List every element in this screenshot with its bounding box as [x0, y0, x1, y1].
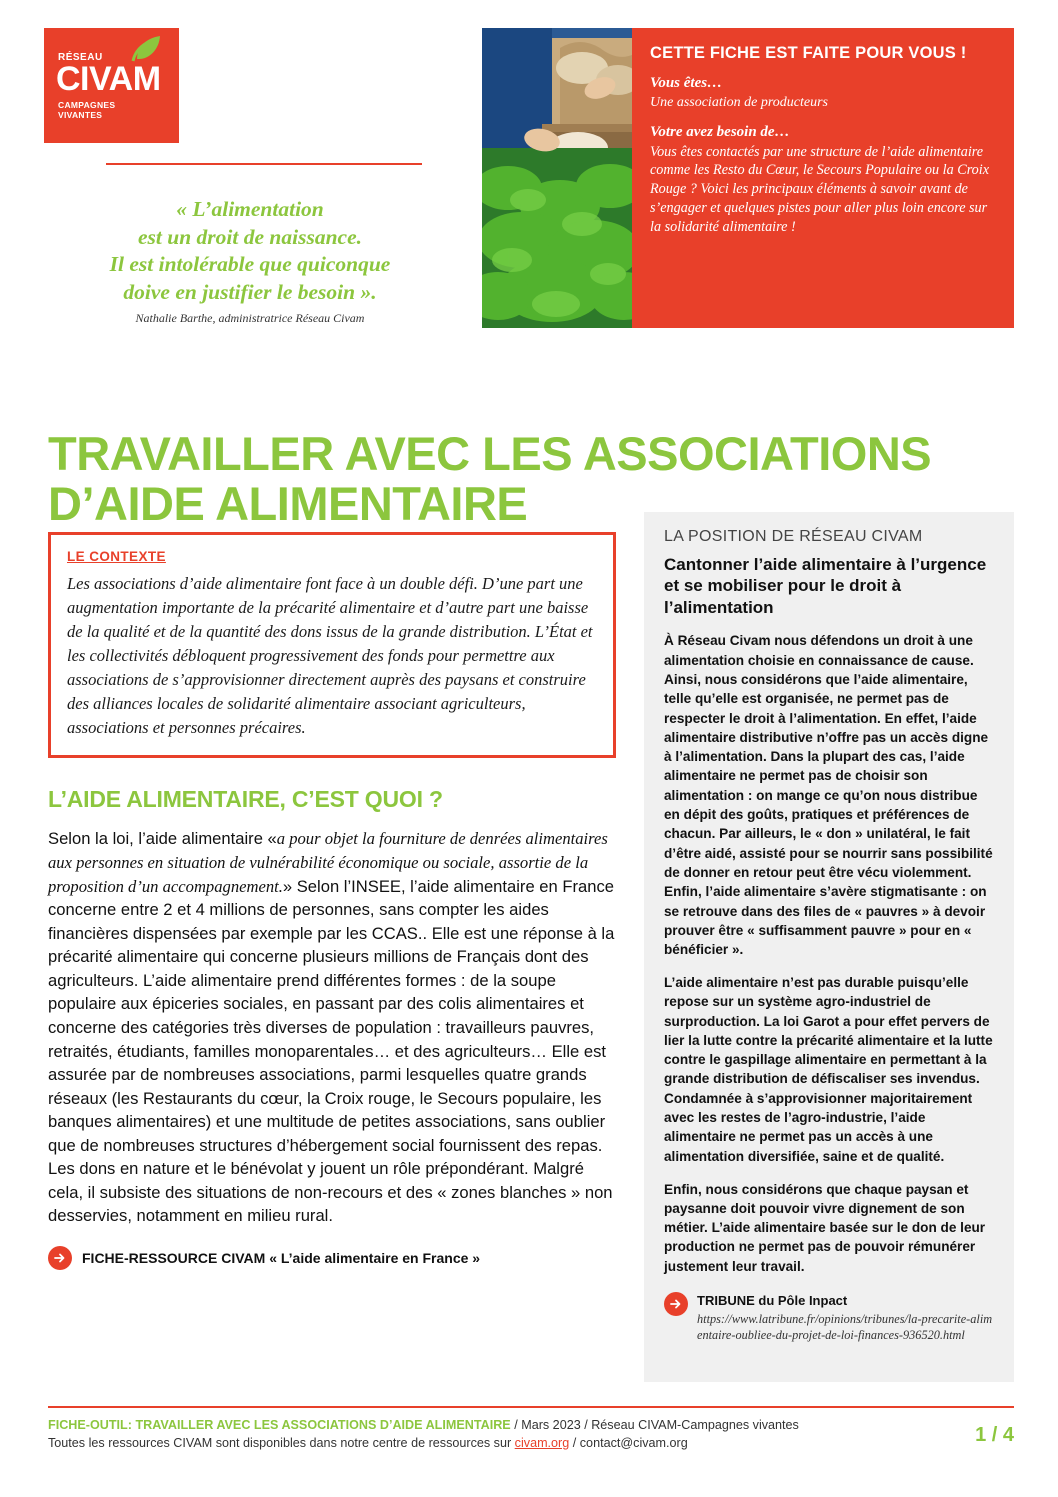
fiche-ressource-label: FICHE-RESSOURCE CIVAM « L’aide alimentaire en France » [82, 1250, 481, 1267]
page-title: TRAVAILLER AVEC LES ASSOCIATIONS D’AIDE ALIMENTAIRE [48, 427, 932, 530]
civam-logo [44, 28, 179, 143]
pull-quote-author: Nathalie Barthe, administratrice Réseau Civam [135, 311, 365, 325]
audience-label-2: Votre avez besoin de… [650, 123, 790, 140]
tribune-url: https://www.latribune.fr/opinions/tribunes/la-precarite-alimentaire-oubliee-du-projet-de-loi-finances-936520.html [697, 1312, 993, 1343]
header-divider [106, 163, 422, 165]
position-paragraph-1: À Réseau Civam nous défendons un droit à une alimentation choisie en connaissance de cause. Ainsi, nous considérons que l’aide alimentaire, telle qu’elle est organisée, ne permet pas de respecter le droit à l’alimentation. En effet, l’aide alimentaire distributive n’offre pas un accès digne à l’alimentation. Dans la plupart des cas, l’aide alimentaire ne permet pas de choisir son alimentation : on mange ce qu’on nous distribue en dépit des goûts, pratiques et préférences de chacun. Par ailleurs, le « don » unilatéral, le fait d’être aidé, assisté pour se nourrir sans possibilité de donner en retour peut être vécu violemment. Enfin, l’aide alimentaire s’avère stigmatisante : on se retrouve dans des files de « pauvres » à devoir prouver être « suffisamment pauvre » pour en « bénéficier ». [664, 633, 993, 958]
position-kicker: LA POSITION DE RÉSEAU CIVAM [664, 528, 923, 545]
logo-civam-text: CIVAM [56, 60, 161, 98]
footer-doc-meta: / Mars 2023 / Réseau CIVAM-Campagnes vivantes [510, 1418, 799, 1432]
page-number: 1 / 4 [975, 1424, 1014, 1446]
context-box [48, 532, 616, 758]
position-paragraph-3: Enfin, nous considérons que chaque paysan et paysanne doit pouvoir vivre dignement de son métier. L’aide alimentaire basée sur le don de leur production ne permet pas de pouvoir rémunérer justement leur travail. [664, 1181, 986, 1274]
footer-line-2 [48, 1436, 1014, 1450]
audience-value-1: Une association de producteurs [650, 95, 828, 110]
audience-box [632, 28, 1014, 328]
section-paragraph [48, 827, 616, 1228]
footer-line-1 [48, 1418, 1014, 1432]
footer-resources-text: Toutes les ressources CIVAM sont disponibles dans notre centre de ressources sur [48, 1436, 515, 1450]
footer-doc-title: FICHE-OUTIL: TRAVAILLER AVEC LES ASSOCIATIONS D’AIDE ALIMENTAIRE [48, 1418, 511, 1432]
logo-reseau-text: RÉSEAU [58, 52, 103, 63]
tribune-title: TRIBUNE du Pôle Inpact [697, 1293, 848, 1309]
footer-contact-text: / contact@civam.org [569, 1436, 688, 1450]
section-paragraph-part-1: Selon la loi, l’aide alimentaire « [48, 829, 277, 849]
pull-quote: « L’alimentation est un droit de naissance. Il est intolérable que quiconque doive en justifier le besoin ». [109, 197, 391, 304]
context-title: LE CONTEXTE [67, 549, 166, 564]
position-title: Cantonner l’aide alimentaire à l’urgence et se mobiliser pour le droit à l’alimentation [664, 555, 987, 617]
audience-heading: CETTE FICHE EST FAITE POUR VOUS ! [650, 44, 967, 62]
position-panel [644, 512, 1014, 1382]
footer-site-link[interactable]: civam.org [514, 1436, 570, 1450]
main-content-column [48, 532, 616, 1270]
fiche-ressource-link[interactable] [48, 1246, 616, 1270]
header [0, 0, 1058, 340]
arrow-right-icon [48, 1246, 72, 1270]
arrow-right-icon [664, 1292, 688, 1316]
footer-divider [48, 1406, 1014, 1408]
position-paragraph-2: L’aide alimentaire n’est pas durable puisqu’elle repose sur un système agro-industriel de surproduction. La loi Garot a pour effet pervers de lier la lutte contre la précarité alimentaire et la lutte contre le gaspillage alimentaire en permettant à la grande distribution de défiscaliser ses invendus. Condamnée à s’approvisionner majoritairement avec les restes de l’agro-industrie, l’aide alimentaire ne permet pas un accès à une alimentation diversifiée, saine et de qualité. [664, 974, 993, 1164]
section-heading: L’AIDE ALIMENTAIRE, C’EST QUOI ? [48, 786, 443, 813]
header-photo [482, 28, 642, 328]
footer [48, 1418, 1014, 1450]
section-paragraph-part-2: » Selon l’INSEE, l’aide alimentaire en France concerne entre 2 et 4 millions de personnes, sans compter les aides financières dispensées par exemple par les CCAS.. Elle est une réponse à la précarité alimentaire qui concerne plusieurs millions de Français dont des agriculteurs. L’aide alimentaire prend différentes formes : de la soupe populaire aux épiceries sociales, en passant par des colis alimentaires et concerne des catégories très diverses de population : travailleurs pauvres, retraités, étudiants, familles monoparentales… et des agriculteurs… Elle est assurée par de nombreuses associations, parmi lesquelles quatre grands réseaux (les Restaurants du cœur, la Croix rouge, le Secours populaire, les banques alimentaires) et une multitude de petites associations, sans oublier que de nombreuses structures d’hébergement social fournissent des repas. Les dons en nature et le bénévolat y jouent un rôle prépondérant. Malgré cela, il subsiste des situations de non-recours et des « zones blanches » non desservies, notamment en milieu rural. [48, 876, 615, 1226]
section-paragraph-quote: a pour objet la fourniture de denrées alimentaires aux personnes en situation de vulnérabilité économique ou sociale, assortie de la proposition d’un accompagnement. [48, 829, 608, 896]
tribune-link[interactable] [664, 1292, 994, 1344]
audience-value-2: Vous êtes contactés par une structure de l’aide alimentaire comme les Resto du Cœur, le Secours Populaire ou la Croix Rouge ? Voici les principaux éléments à savoir avant de s’engager et quelques pistes pour aller plus loin encore sur la solidarité alimentaire ! [650, 143, 990, 235]
leaf-icon [129, 32, 163, 62]
audience-label-1: Vous êtes… [650, 75, 723, 91]
context-body: Les associations d’aide alimentaire font face à un double défi. D’une part une augmentation importante de la précarité alimentaire et d’autre part une baisse de la qualité et de la quantité des dons issus de la grande distribution. L’État et les collectivités débloquent progressivement des fonds pour permettre aux associations de s’approvisionner directement auprès des paysans et construire des alliances locales de solidarité alimentaire associant agriculteurs, associations et personnes précaires. [67, 574, 593, 737]
logo-tagline: CAMPAGNES VIVANTES [58, 100, 116, 121]
